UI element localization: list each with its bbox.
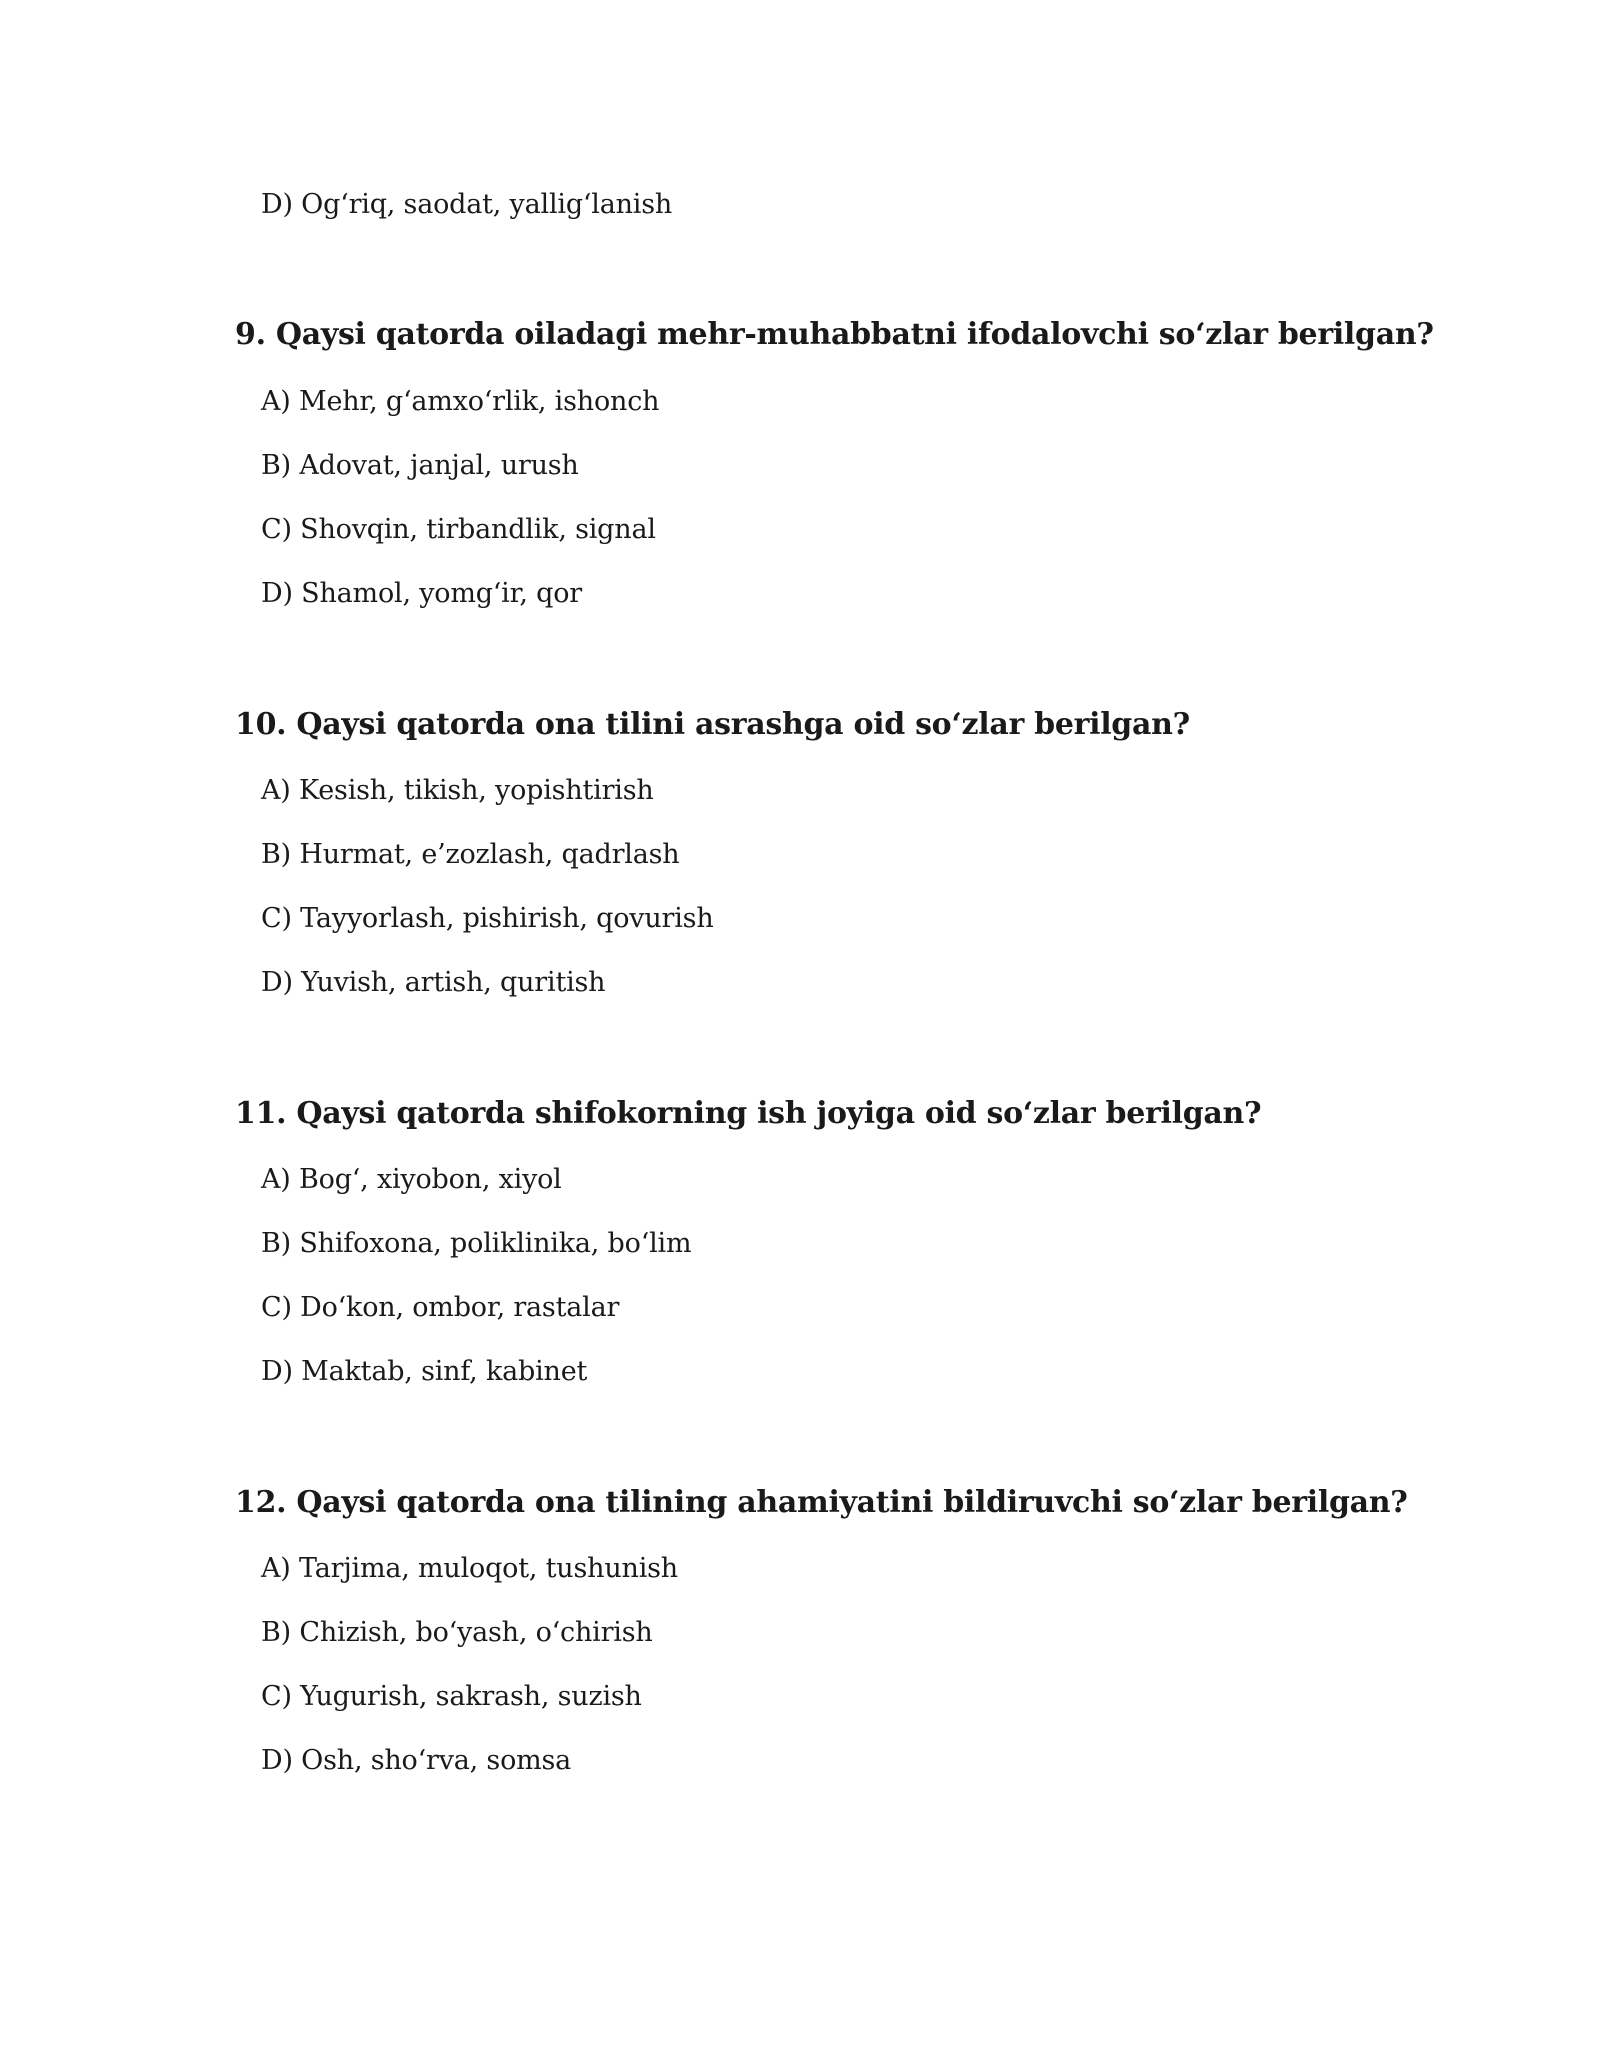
question-9-option-d: D) Shamol, yomg‘ir, qor [261, 578, 582, 609]
question-11-option-d: D) Maktab, sinf, kabinet [261, 1356, 588, 1387]
question-11-option-c: C) Do‘kon, ombor, rastalar [261, 1292, 620, 1323]
question-12-option-d: D) Osh, sho‘rva, somsa [261, 1745, 572, 1776]
question-10-title: 10. Qaysi qatorda ona tilini asrashga oid so‘zlar berilgan? [235, 707, 1190, 742]
question-11-option-b: B) Shifoxona, poliklinika, bo‘lim [261, 1228, 692, 1259]
question-12-option-c: C) Yugurish, sakrash, suzish [261, 1681, 642, 1712]
question-12-option-b: B) Chizish, bo‘yash, o‘chirish [261, 1617, 653, 1648]
option-d-prev: D) Og‘riq, saodat, yallig‘lanish [261, 189, 673, 220]
question-11-title: 11. Qaysi qatorda shifokorning ish joyiga oid so‘zlar berilgan? [235, 1096, 1262, 1131]
question-10-option-b: B) Hurmat, e’zozlash, qadrlash [261, 839, 680, 870]
question-12-title: 12. Qaysi qatorda ona tilining ahamiyatini bildiruvchi so‘zlar berilgan? [235, 1485, 1408, 1520]
question-9-option-b: B) Adovat, janjal, urush [261, 450, 579, 481]
question-11-option-a: A) Bog‘, xiyobon, xiyol [261, 1164, 562, 1195]
question-9-option-c: C) Shovqin, tirbandlik, signal [261, 514, 656, 545]
question-9-option-a: A) Mehr, g‘amxo‘rlik, ishonch [261, 386, 660, 417]
question-10-option-a: A) Kesish, tikish, yopishtirish [261, 775, 654, 806]
question-9-title: 9. Qaysi qatorda oiladagi mehr-muhabbatni ifodalovchi so‘zlar berilgan? [235, 317, 1434, 352]
question-10-option-d: D) Yuvish, artish, quritish [261, 967, 606, 998]
question-10-option-c: C) Tayyorlash, pishirish, qovurish [261, 903, 714, 934]
question-12-option-a: A) Tarjima, muloqot, tushunish [261, 1553, 678, 1584]
